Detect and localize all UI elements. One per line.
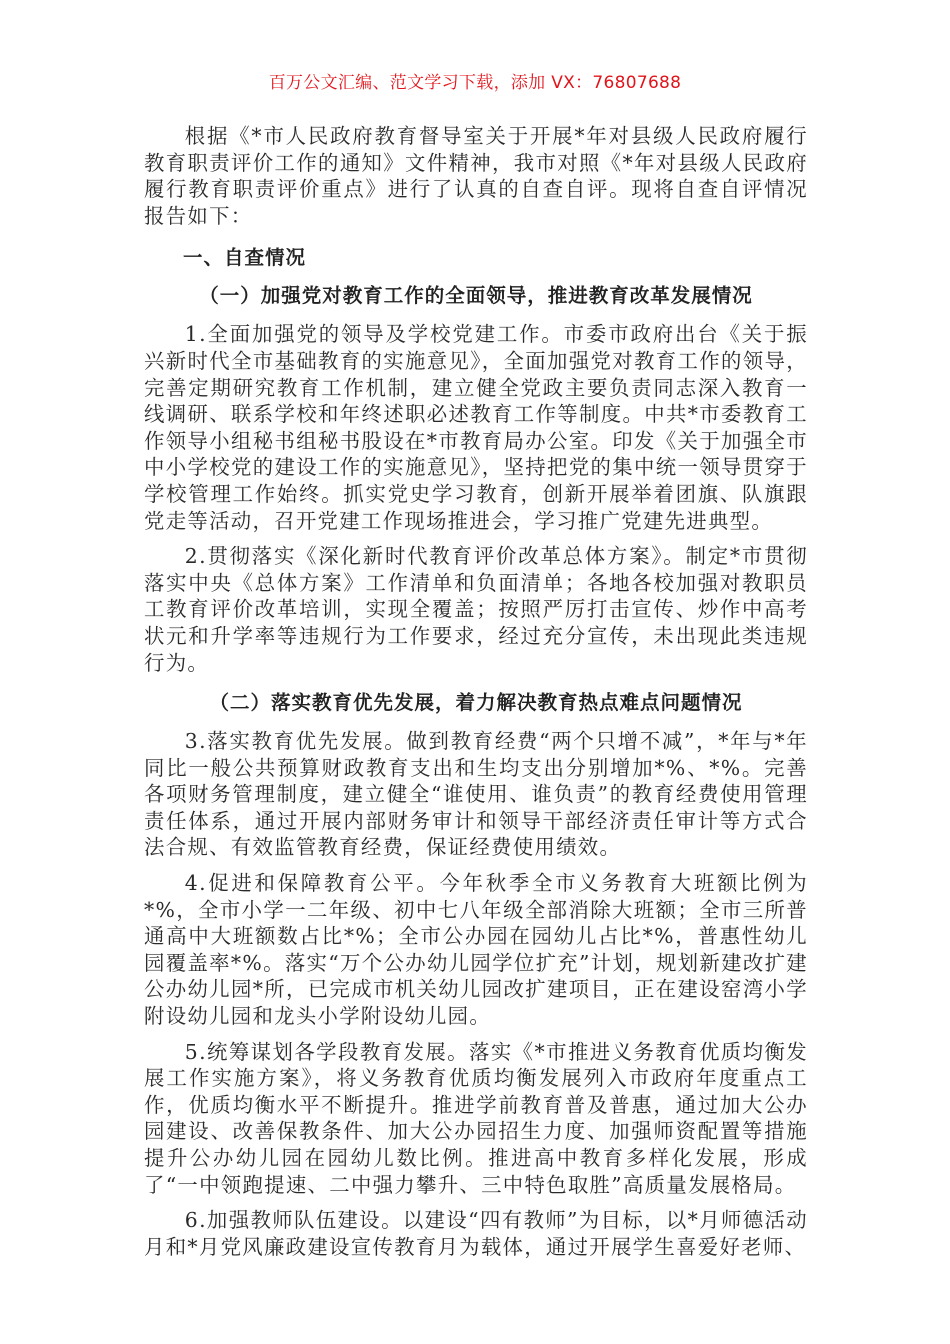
paragraph-item-2: 2.贯彻落实《深化新时代教育评价改革总体方案》。制定*市贯彻落实中央《总体方案》工作清单和负面清单；各地各校加强对教职员工教育评价改革培训，实现全覆盖；按照严厉打击宣传、炒作中高考状元和升学率等违规行为工作要求，经过充分宣传，未出现此类违规行为。 — [144, 544, 808, 675]
subsection-heading-1: （一）加强党对教育工作的全面领导，推进教育改革发展情况 — [199, 284, 753, 308]
section-heading-self-check: 一、自查情况 — [183, 246, 307, 270]
paragraph-item-6: 6.加强教师队伍建设。以建设“四有教师”为目标，以*月师德活动月和*月党风廉政建设宣传教育月为载体，通过开展学生喜爱好老师、 — [144, 1208, 808, 1259]
paragraph-item-3: 3.落实教育优先发展。做到教育经费“两个只增不减”，*年与*年同比一般公共预算财政教育支出和生均支出分别增加*%、*%。完善各项财务管理制度，建立健全“谁使用、谁负责”的教育经费使用管理责任体系，通过开展内部财务审计和领导干部经济责任审计等方式合法合规、有效监管教育经费，保证经费使用绩效。 — [144, 729, 808, 860]
subsection-heading-2: （二）落实教育优先发展，着力解决教育热点难点问题情况 — [209, 691, 743, 715]
paragraph-item-5: 5.统筹谋划各学段教育发展。落实《*市推进义务教育优质均衡发展工作实施方案》，将义务教育优质均衡发展列入市政府年度重点工作，优质均衡水平不断提升。推进学前教育普及普惠，通过加大公办园建设、改善保教条件、加大公办园招生力度、加强师资配置等措施提升公办幼儿园在园幼儿数比例。推进高中教育多样化发展，形成了“一中领跑提速、二中强力攀升、三中特色取胜”高质量发展格局。 — [144, 1039, 808, 1197]
intro-paragraph: 根据《*市人民政府教育督导室关于开展*年对县级人民政府履行教育职责评价工作的通知》文件精神，我市对照《*年对县级人民政府履行教育职责评价重点》进行了认真的自查自评。现将自查自评情况报告如下： — [144, 124, 808, 228]
paragraph-item-1: 1.全面加强党的领导及学校党建工作。市委市政府出台《关于振兴新时代全市基础教育的实施意见》，全面加强党对教育工作的领导，完善定期研究教育工作机制，建立健全党政主要负责同志深入教育一线调研、联系学校和年终述职必述教育工作等制度。中共*市委教育工作领导小组秘书组秘书股设在*市教育局办公室。印发《关于加强全市中小学校党的建设工作的实施意见》，坚持把党的集中统一领导贯穿于学校管理工作始终。抓实党史学习教育，创新开展举着团旗、队旗跟党走等活动，召开党建工作现场推进会，学习推广党建先进典型。 — [144, 322, 808, 533]
paragraph-item-4: 4.促进和保障教育公平。今年秋季全市义务教育大班额比例为*%，全市小学一二年级、初中七八年级全部消除大班额；全市三所普通高中大班额数占比*%；全市公办园在园幼儿占比*%，普惠性幼儿园覆盖率*%。落实“万个公办幼儿园学位扩充”计划，规划新建改扩建公办幼儿园*所，已完成市机关幼儿园改扩建项目，正在建设窑湾小学附设幼儿园和龙头小学附设幼儿园。 — [144, 871, 808, 1029]
report-body — [144, 123, 808, 1260]
download-banner: 百万公文汇编、范文学习下载，添加 VX：76807688 — [268, 73, 682, 93]
